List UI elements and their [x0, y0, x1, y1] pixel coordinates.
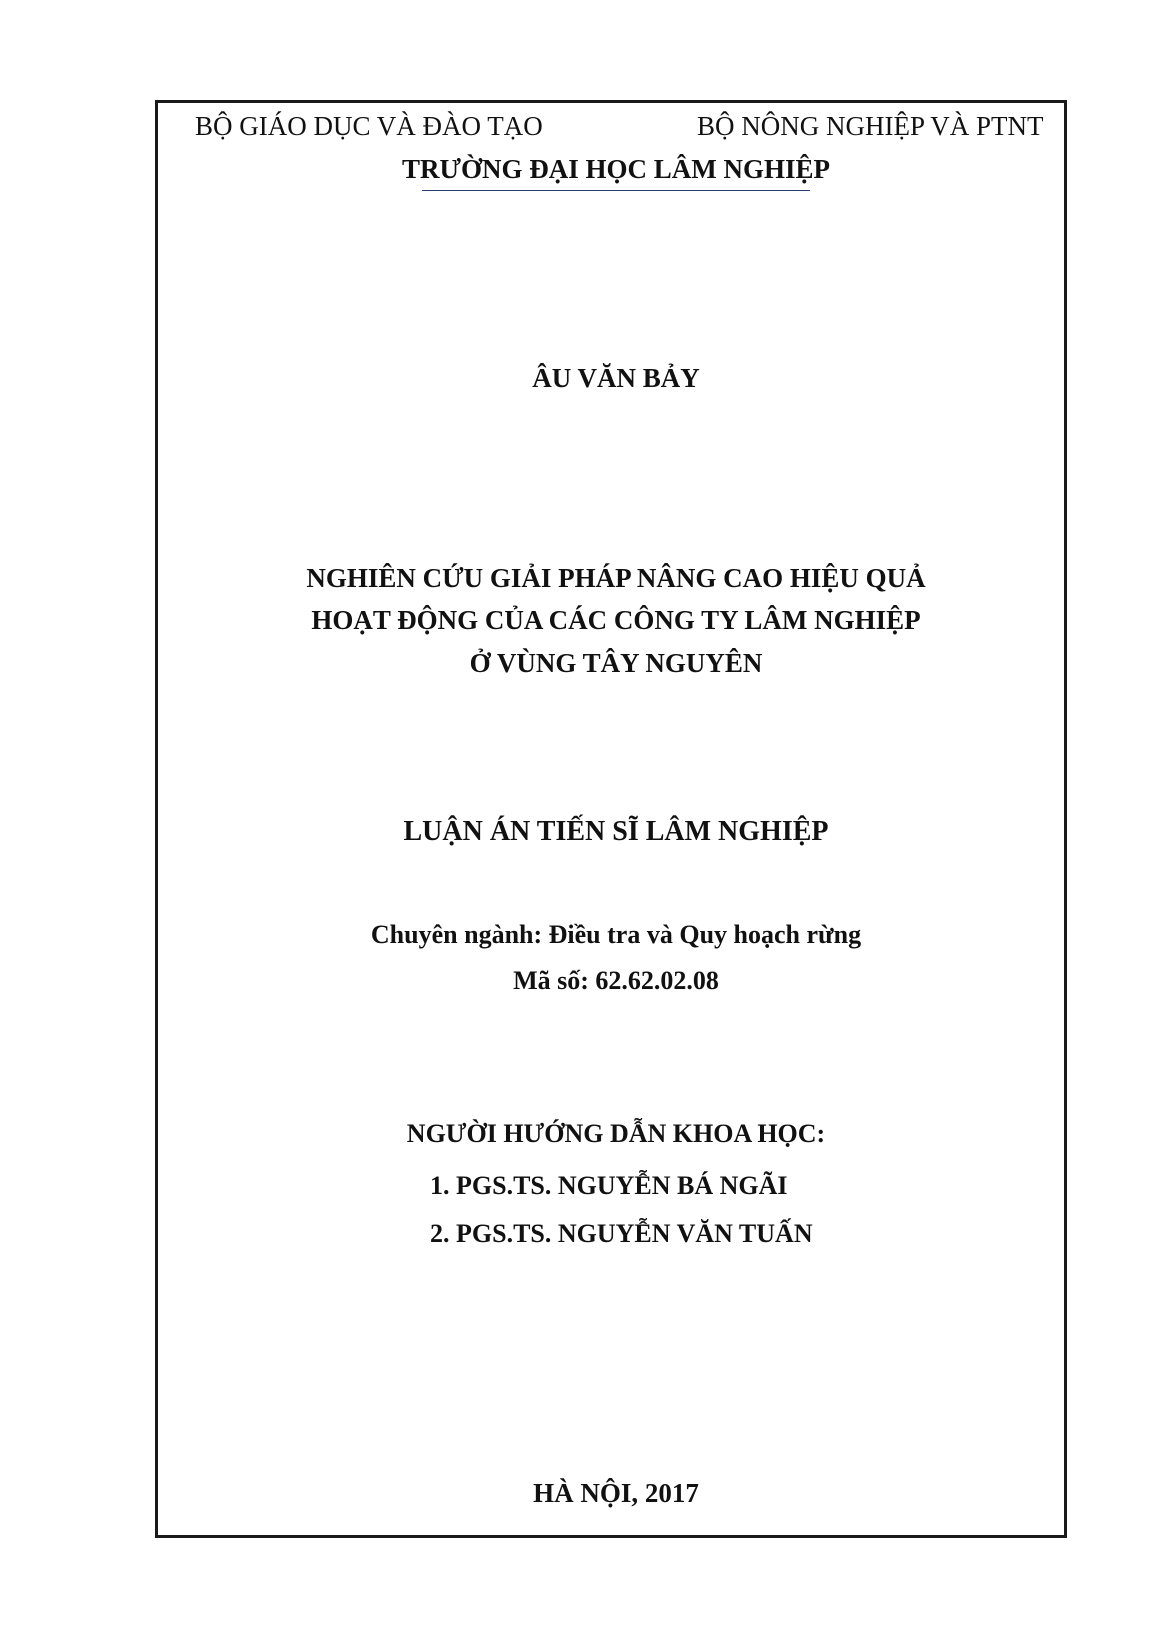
code-label: Mã số: 62.62.02.08 [513, 966, 719, 995]
supervisors-heading: NGƯỜI HƯỚNG DẪN KHOA HỌC: [406, 1119, 826, 1148]
supervisor-1: 1. PGS.TS. NGUYỄN BÁ NGÃI [430, 1171, 788, 1200]
university-underline [422, 190, 810, 191]
university-name: TRƯỜNG ĐẠI HỌC LÂM NGHIỆP [401, 154, 830, 184]
thesis-title-line-3: Ở VÙNG TÂY NGUYÊN [469, 648, 763, 678]
thesis-title-line-1: NGHIÊN CỨU GIẢI PHÁP NÂNG CAO HIỆU QUẢ [306, 563, 926, 593]
ministry-education-label: BỘ GIÁO DỤC VÀ ĐÀO TẠO [195, 111, 543, 141]
place-date: HÀ NỘI, 2017 [533, 1478, 699, 1508]
ministry-agriculture-label: BỘ NÔNG NGHIỆP VÀ PTNT [697, 111, 1044, 141]
author-name: ÂU VĂN BẢY [532, 363, 700, 393]
supervisor-2: 2. PGS.TS. NGUYỄN VĂN TUẤN [430, 1219, 813, 1248]
degree-label: LUẬN ÁN TIẾN SĨ LÂM NGHIỆP [403, 816, 829, 847]
thesis-title-line-2: HOẠT ĐỘNG CỦA CÁC CÔNG TY LÂM NGHIỆP [311, 605, 921, 635]
specialization-label: Chuyên ngành: Điều tra và Quy hoạch rừng [370, 920, 862, 949]
